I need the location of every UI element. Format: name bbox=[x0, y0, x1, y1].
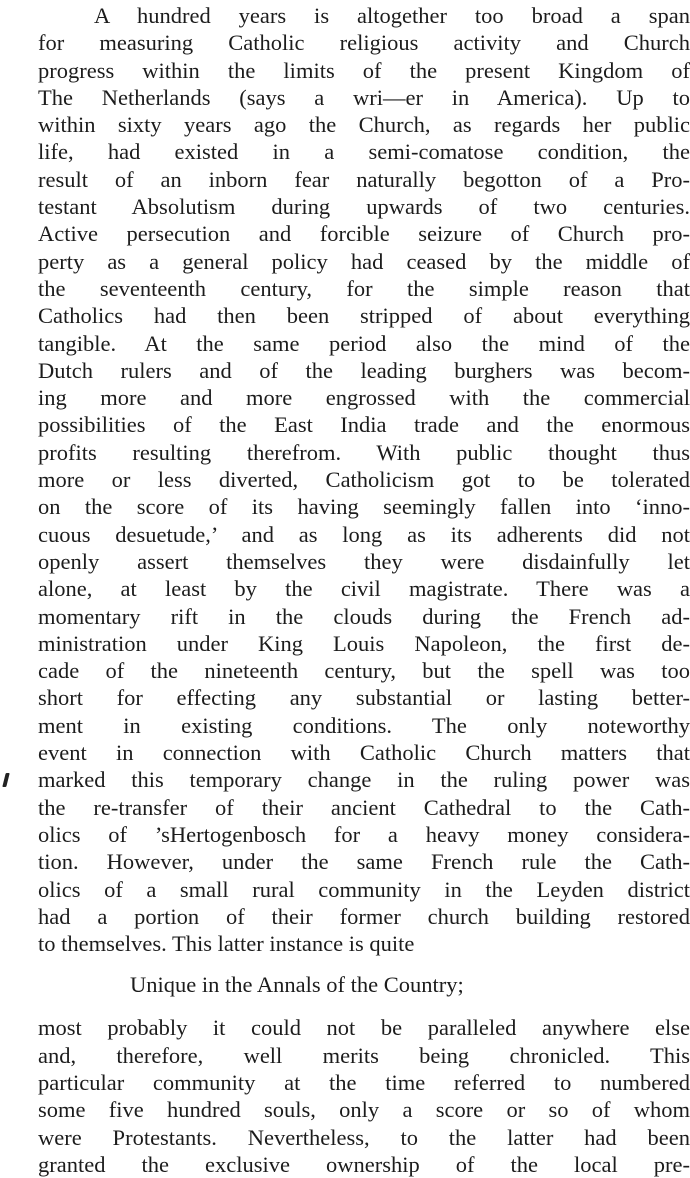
text-line: progress within the limits of the present Kingdom of bbox=[38, 57, 690, 83]
text-line: more or less diverted, Catholicism got to be tolerated bbox=[38, 467, 690, 493]
text-line: Dutch rulers and of the leading burghers was becom- bbox=[38, 357, 690, 383]
stray-ink-mark bbox=[2, 773, 9, 787]
text-line: tangible. At the same period also the mind of the bbox=[38, 330, 690, 356]
text-line: had a portion of their former church building restored bbox=[38, 903, 690, 929]
text-line: granted the exclusive ownership of the local pre- bbox=[38, 1151, 690, 1177]
text-line: life, had existed in a semi-comatose condition, the bbox=[38, 139, 690, 165]
text-line: and, therefore, well merits being chronicled. This bbox=[38, 1042, 690, 1068]
text-line: the seventeenth century, for the simple reason that bbox=[38, 275, 690, 301]
text-line: ministration under King Louis Napoleon, the first de- bbox=[38, 630, 690, 656]
text-line: cade of the nineteenth century, but the spell was too bbox=[38, 658, 690, 684]
text-line: tion. However, under the same French rule the Cath- bbox=[38, 849, 690, 875]
text-line: olics of ’sHertogenbosch for a heavy money considera- bbox=[38, 821, 690, 847]
text-line: openly assert themselves they were disdainfully let bbox=[38, 548, 690, 574]
text-line: within sixty years ago the Church, as regards her public bbox=[38, 112, 690, 138]
article-paragraph-2 bbox=[38, 1014, 690, 1178]
text-line: testant Absolutism during upwards of two centuries. bbox=[38, 194, 690, 220]
text-line: most probably it could not be paralleled anywhere else bbox=[38, 1015, 690, 1041]
text-line: perty as a general policy had ceased by the middle of bbox=[38, 248, 690, 274]
text-line: profits resulting therefrom. With public thought thus bbox=[38, 439, 690, 465]
text-line: The Netherlands (says a wri—er in America). Up to bbox=[38, 84, 690, 110]
text-line: event in connection with Catholic Church matters that bbox=[38, 740, 690, 766]
text-line: the re-transfer of their ancient Cathedral to the Cath- bbox=[38, 794, 690, 820]
text-line: Active persecution and forcible seizure of Church pro- bbox=[38, 221, 690, 247]
text-line: short for effecting any substantial or lasting better- bbox=[38, 685, 690, 711]
text-line: A hundred years is altogether too broad a span bbox=[94, 3, 690, 28]
text-line: were Protestants. Nevertheless, to the latter had been bbox=[38, 1124, 690, 1150]
text-line: momentary rift in the clouds during the French ad- bbox=[38, 603, 690, 629]
text-line: cuous desuetude,’ and as long as its adherents did not bbox=[38, 521, 690, 547]
text-line: for measuring Catholic religious activity and Church bbox=[38, 30, 690, 56]
text-line: to themselves. This latter instance is quite bbox=[38, 931, 415, 957]
text-line: ing more and more engrossed with the commercial bbox=[38, 385, 690, 411]
text-line: on the score of its having seemingly fallen into ‘inno- bbox=[38, 494, 690, 520]
text-line: particular community at the time referred to numbered bbox=[38, 1069, 690, 1095]
text-line: result of an inborn fear naturally begotton of a Pro- bbox=[38, 166, 690, 192]
article-paragraph-1 bbox=[38, 2, 690, 957]
text-line: olics of a small rural community in the Leyden district bbox=[38, 876, 690, 902]
text-line: Catholics had then been stripped of about everything bbox=[38, 303, 690, 329]
text-line: marked this temporary change in the ruling power was bbox=[38, 767, 690, 793]
article-subheading: Unique in the Annals of the Country; bbox=[130, 972, 464, 998]
text-line: possibilities of the East India trade and the enormous bbox=[38, 412, 690, 438]
text-line: alone, at least by the civil magistrate. There was a bbox=[38, 576, 690, 602]
text-line: ment in existing conditions. The only noteworthy bbox=[38, 712, 690, 738]
article-column bbox=[38, 2, 690, 1178]
text-line: some five hundred souls, only a score or so of whom bbox=[38, 1097, 690, 1123]
